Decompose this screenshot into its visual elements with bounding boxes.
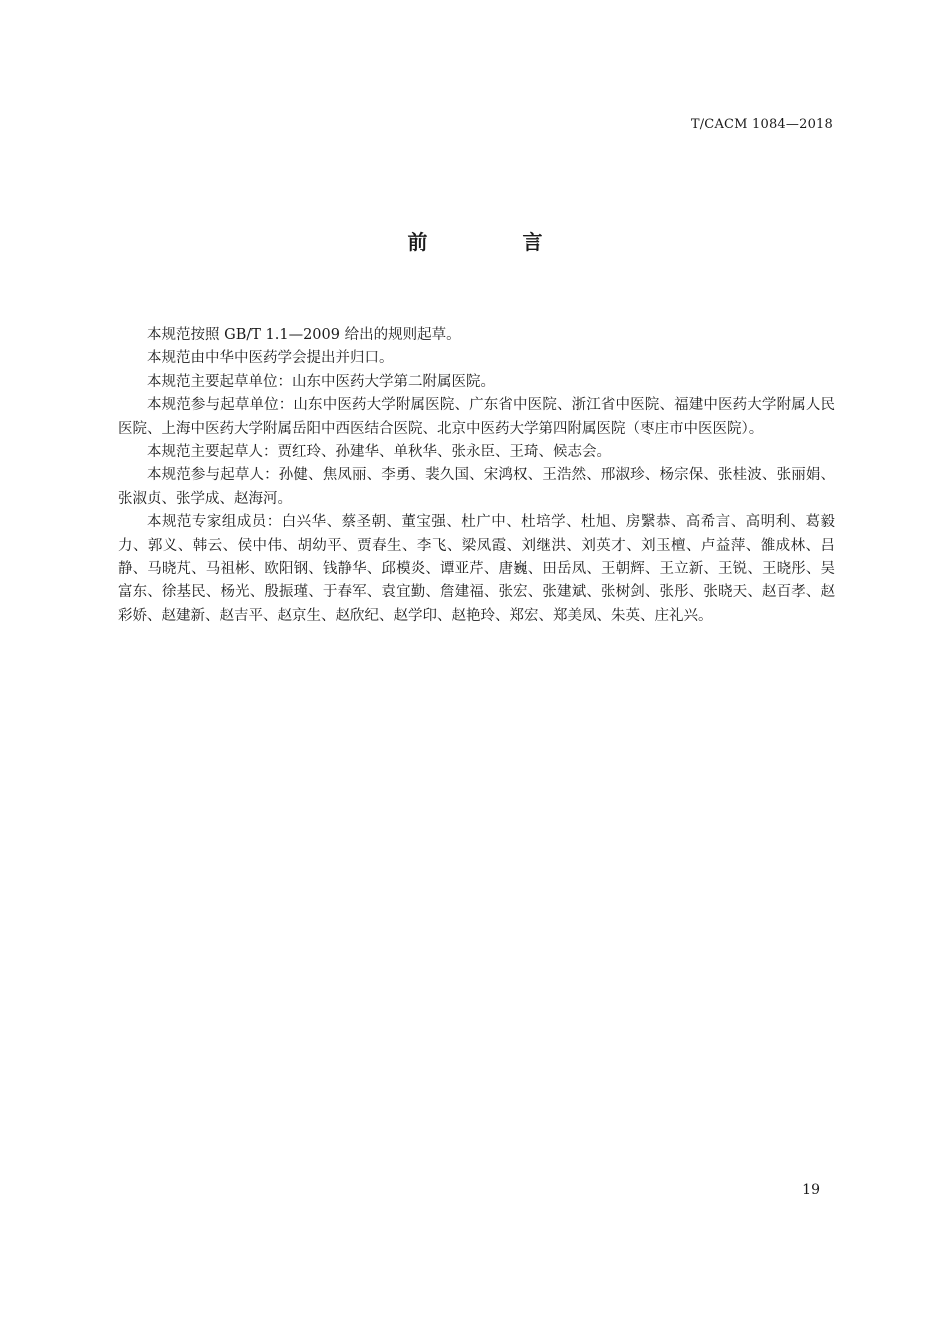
paragraph-proposer: 本规范由中华中医药学会提出并归口。 bbox=[147, 350, 394, 367]
paragraph-drafting-rules: 本规范按照 GB/T 1.1—2009 给出的规则起草。 bbox=[147, 327, 461, 343]
preface-body bbox=[118, 324, 835, 628]
paragraph-participating-drafters: 本规范参与起草人：孙健、焦凤丽、李勇、裴久国、宋鸿权、王浩然、邢淑珍、杨宗保、张桂波、张丽娟、张淑贞、张学成、赵海河。 bbox=[118, 467, 835, 507]
standard-code: T/CACM 1084—2018 bbox=[690, 117, 833, 132]
page-title: 前 言 bbox=[407, 230, 587, 254]
paragraph-participating-units: 本规范参与起草单位：山东中医药大学附属医院、广东省中医院、浙江省中医院、福建中医药大学附属人民医院、上海中医药大学附属岳阳中西医结合医院、北京中医药大学第四附属医院（枣庄市中医医院）。 bbox=[118, 397, 835, 437]
paragraph-expert-group: 本规范专家组成员：白兴华、蔡圣朝、董宝强、杜广中、杜培学、杜旭、房繄恭、高希言、高明利、葛毅力、郭义、韩云、侯中伟、胡幼平、贾春生、李飞、梁凤霞、刘继洪、刘英才、刘玉檀、卢益萍、雒成林、吕静、马晓芃、马祖彬、欧阳钢、钱静华、邱模炎、谭亚芹、唐巍、田岳凤、王朝辉、王立新、王锐、王晓彤、吴富东、徐基民、杨光、殷振瑾、于春军、袁宜勤、詹建福、张宏、张建斌、张树剑、张彤、张晓天、赵百孝、赵彩娇、赵建新、赵吉平、赵京生、赵欣纪、赵学印、赵艳玲、郑宏、郑美凤、朱英、庄礼兴。 bbox=[118, 514, 835, 624]
page-number: 19 bbox=[802, 1182, 820, 1198]
paragraph-main-drafters: 本规范主要起草人：贾红玲、孙建华、单秋华、张永臣、王琦、候志会。 bbox=[147, 444, 611, 461]
paragraph-main-drafting-unit: 本规范主要起草单位：山东中医药大学第二附属医院。 bbox=[147, 373, 495, 390]
